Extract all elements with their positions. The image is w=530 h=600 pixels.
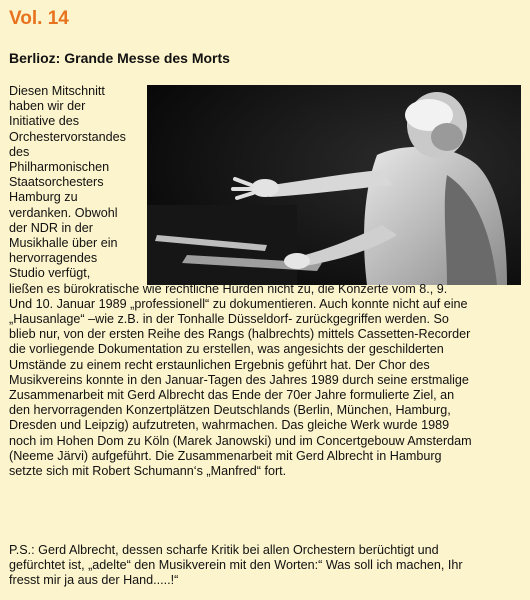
volume-title: Vol. 14	[9, 8, 69, 29]
article-main-paragraph: ließen es bürokratische wie rechtliche Hürden nicht zu, die Konzerte vom 8., 9. Und 10. Januar 1989 „professionell“ zu dokumentieren. Auch konnte nicht auf eine „Hausanlage“ –wie z.B. in der Tonhalle Düsseldorf- zurückgegriffen werden. So blieb nur, von der ersten Reihe des Rangs (halbrechts) mittels Cassetten-Recorder die vorliegende Dokumentation zu erstellen, was angesichts der geschilderten Umstände zu einem recht erstaunlichen Ergebnis geführt hat. Der Chor des Musikvereins konnte in den Januar-Tagen des Jahres 1989 durch seine erstmalige Zusammenarbeit mit Gerd Albrecht das Ende der 70er Jahre formulierte Ziel, an den hervorragenden Konzertplätzen Deutschlands (Berlin, München, Hamburg, Dresden und Leipzig) aufzutreten, wahrmachen. Das gleiche Werk wurde 1989 noch im Hohen Dom zu Köln (Marek Janowski) und im Concertgebouw Amsterdam (Neeme Järvi) aufgeführt. Die Zusammenarbeit mit Gerd Albrecht in Hamburg setzte sich mit Robert Schumann‘s „Manfred“ fort.	[9, 281, 472, 479]
work-title: Berlioz: Grande Messe des Morts	[9, 50, 230, 66]
postscript-paragraph: P.S.: Gerd Albrecht, dessen scharfe Kritik bei allen Orchestern berüchtigt und gefürchtet ist, „adelte“ den Musikverein mit den Worten:“ Was soll ich machen, Ihr fresst mir ja aus der Hand.....!“	[9, 543, 463, 588]
article-body	[9, 84, 523, 479]
article-lead-paragraph: Diesen Mitschnitt haben wir der Initiative des Orchestervorstandes des Philharmonischen Staatsorchesters Hamburg zu verdanken. Obwohl der NDR in der Musikhalle über ein hervorragendes Studio verfügt,	[9, 84, 126, 281]
